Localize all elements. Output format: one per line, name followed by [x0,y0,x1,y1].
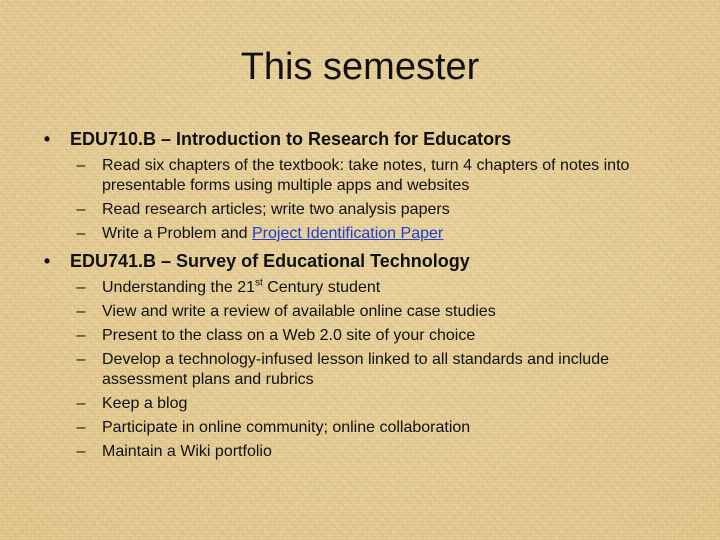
dash-icon: – [76,201,86,218]
list-item [40,302,690,322]
list-item-text: View and write a review of available online case studies [102,303,496,320]
course-section-edu741 [40,248,690,462]
list-item-text: Present to the class on a Web 2.0 site of your choice [102,327,476,344]
section-heading [40,248,690,274]
dash-icon: – [76,279,86,296]
task-list [40,156,690,244]
dash-icon: – [76,157,86,174]
bullet-icon: • [43,129,51,149]
list-item-text: Maintain a Wiki portfolio [102,443,272,460]
list-item-text: Read research articles; write two analysis papers [102,201,450,218]
dash-icon: – [76,327,86,344]
bullet-icon: • [43,251,51,271]
list-item [40,394,690,414]
list-item [40,350,690,390]
section-heading [40,126,690,152]
list-item [40,278,690,298]
dash-icon: – [76,395,86,412]
slide-title: This semester [240,46,480,88]
dash-icon: – [76,225,86,242]
list-item-text: Understanding the 21 [102,279,255,296]
list-item [40,326,690,346]
list-item-text: Write a Problem and [102,225,252,242]
list-item-text: Develop a technology-infused lesson linked to all standards and include assessment plans and rubrics [102,351,609,388]
list-item [40,442,690,462]
list-item-text: Read six chapters of the textbook: take notes, turn 4 chapters of notes into presentable forms using multiple apps and websites [102,157,630,194]
slide-content [40,126,690,466]
list-item-text: Keep a blog [102,395,188,412]
dash-icon: – [76,419,86,436]
list-item-text-continued: Century student [262,279,381,296]
dash-icon: – [76,351,86,368]
list-item [40,418,690,438]
dash-icon: – [76,443,86,460]
list-item [40,156,690,196]
ordinal-suffix: st [255,277,263,289]
section-heading-text: EDU741.B – Survey of Educational Technology [70,251,470,271]
list-item-text: Participate in online community; online collaboration [102,419,471,436]
section-heading-text: EDU710.B – Introduction to Research for Educators [70,129,512,149]
list-item [40,200,690,220]
project-identification-paper-link[interactable]: Project Identification Paper [252,225,444,242]
list-item [40,224,690,244]
dash-icon: – [76,303,86,320]
task-list [40,278,690,462]
course-section-edu710 [40,126,690,244]
